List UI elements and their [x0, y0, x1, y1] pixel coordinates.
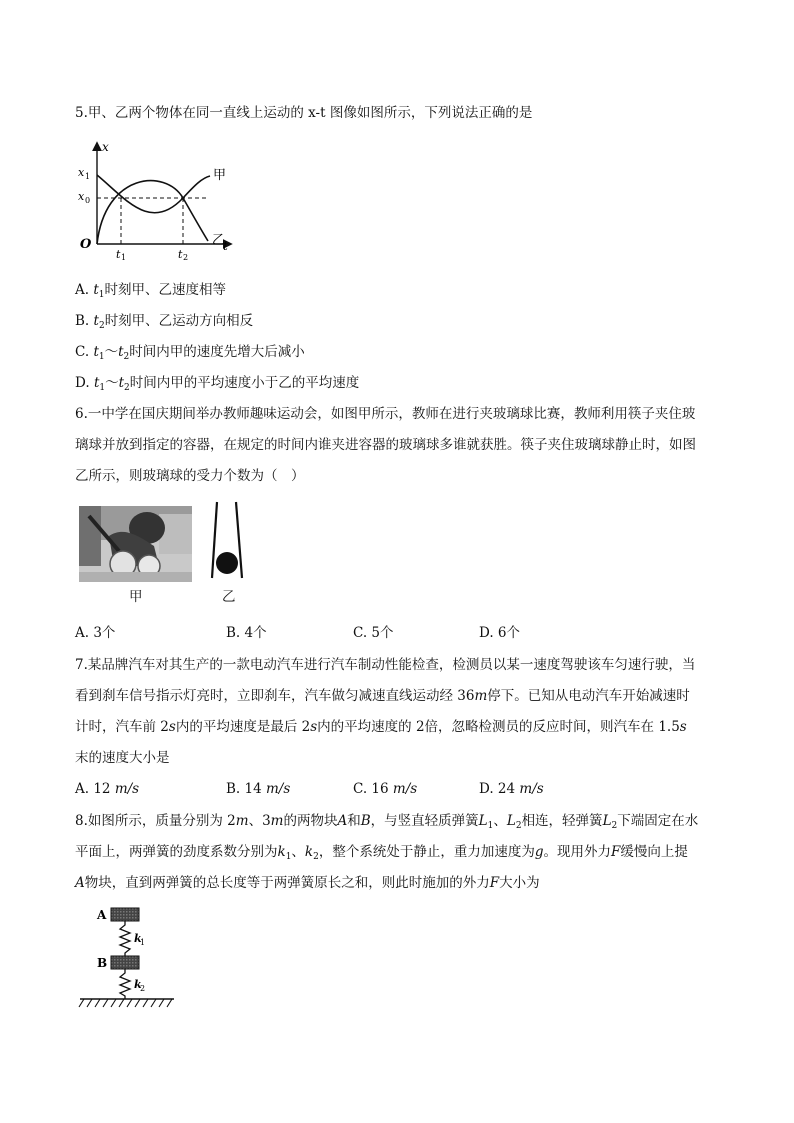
- t2-label: t: [178, 248, 183, 260]
- x1-label: x: [78, 166, 85, 179]
- q5-option-d[interactable]: D. $t_1\sim t_2$时间内甲的平均速度小于乙的平均速度: [75, 375, 360, 393]
- y-axis-label: x: [102, 140, 109, 154]
- q6-figure-yi: [208, 500, 246, 580]
- label-jia: 甲: [213, 168, 227, 183]
- q7-option-a[interactable]: A. 12 m/s: [75, 781, 140, 797]
- q6-option-d[interactable]: D. 6个: [479, 625, 521, 641]
- spring-k2: [120, 969, 130, 999]
- spring-k1: [120, 921, 130, 956]
- svg-text:2: 2: [183, 253, 189, 260]
- origin-label: O: [80, 237, 92, 252]
- svg-text:0: 0: [85, 196, 91, 205]
- q7-option-d[interactable]: D. 24 m/s: [479, 781, 544, 797]
- q8-spring-figure: [78, 905, 178, 1010]
- svg-text:1: 1: [85, 172, 91, 181]
- label-block-b: B: [97, 956, 108, 970]
- label-k1: k: [134, 932, 142, 945]
- glass-ball: [216, 552, 238, 574]
- q7-line-4: 末的速度大小是: [75, 750, 170, 766]
- q8-line-3: A物块，直到两弹簧的总长度等于两弹簧原长之和，则此时施加的外力F大小为: [75, 875, 540, 891]
- q5-stem: 5.甲、乙两个物体在同一直线上运动的 x-t 图像如图所示，下列说法正确的是: [75, 105, 533, 121]
- q6-option-a[interactable]: A. 3个: [75, 625, 116, 641]
- q6-photo-jia: [79, 506, 192, 582]
- q6-option-b[interactable]: B. 4个: [226, 625, 267, 641]
- block-a: [111, 908, 139, 921]
- q6-line-3: 乙所示，则玻璃球的受力个数为（ ）: [75, 468, 305, 484]
- q6-option-c[interactable]: C. 5个: [353, 625, 394, 641]
- q6-line-1: 6.一中学在国庆期间举办教师趣味运动会，如图甲所示，教师在进行夹玻璃球比赛，教师利用筷子夹住玻: [75, 406, 696, 422]
- q6-caption-yi: 乙: [222, 589, 236, 605]
- q8-line-2: 平面上，两弹簧的劲度系数分别为$k_1$、$k_2$，整个系统处于静止，重力加速度为g。现用外力F缓慢向上提: [75, 844, 688, 862]
- q7-line-2: 看到刹车信号指示灯亮时，立即刹车，汽车做匀减速直线运动经 36m停下。已知从电动汽车开始减速时: [75, 688, 690, 704]
- q7-line-1: 7.某品牌汽车对其生产的一款电动汽车进行汽车制动性能检查，检测员以某一速度驾驶该车匀速行驶，当: [75, 657, 696, 673]
- q7-line-3: 计时，汽车前 2s内的平均速度是最后 2s内的平均速度的 2倍，忽略检测员的反应时间，则汽车在 1.5s: [75, 719, 687, 735]
- q5-option-c[interactable]: C. $t_1\sim t_2$时间内甲的速度先增大后减小: [75, 344, 305, 362]
- chopstick-left: [212, 502, 217, 578]
- svg-text:2: 2: [140, 984, 146, 993]
- q8-line-1: 8.如图所示，质量分别为 2m、3m的两物块A和B，与竖直轻质弹簧$L_1$、$L_2$相连，轻弹簧$L_2$下端固定在水: [75, 813, 699, 831]
- block-b: [111, 956, 139, 969]
- q5-option-b[interactable]: B. $t_2$时刻甲、乙运动方向相反: [75, 313, 254, 331]
- x0-label: x: [78, 190, 85, 203]
- label-k2: k: [134, 978, 142, 991]
- q6-caption-jia: 甲: [129, 589, 143, 605]
- svg-text:1: 1: [140, 938, 146, 947]
- q6-line-2: 璃球并放到指定的容器，在规定的时间内谁夹进容器的玻璃球多谁就获胜。筷子夹住玻璃球静止时，如图: [75, 437, 696, 453]
- x-axis-label: t: [223, 239, 228, 253]
- q7-option-b[interactable]: B. 14 m/s: [226, 781, 291, 797]
- ground-hatch: [79, 999, 172, 1007]
- q7-option-c[interactable]: C. 16 m/s: [353, 781, 418, 797]
- svg-text:1: 1: [121, 253, 127, 260]
- label-block-a: A: [97, 908, 107, 922]
- q5-option-a[interactable]: A. $t_1$时刻甲、乙速度相等: [75, 282, 227, 300]
- label-yi: 乙: [212, 233, 226, 248]
- q5-xt-graph: [70, 138, 240, 260]
- t1-label: t: [116, 248, 121, 260]
